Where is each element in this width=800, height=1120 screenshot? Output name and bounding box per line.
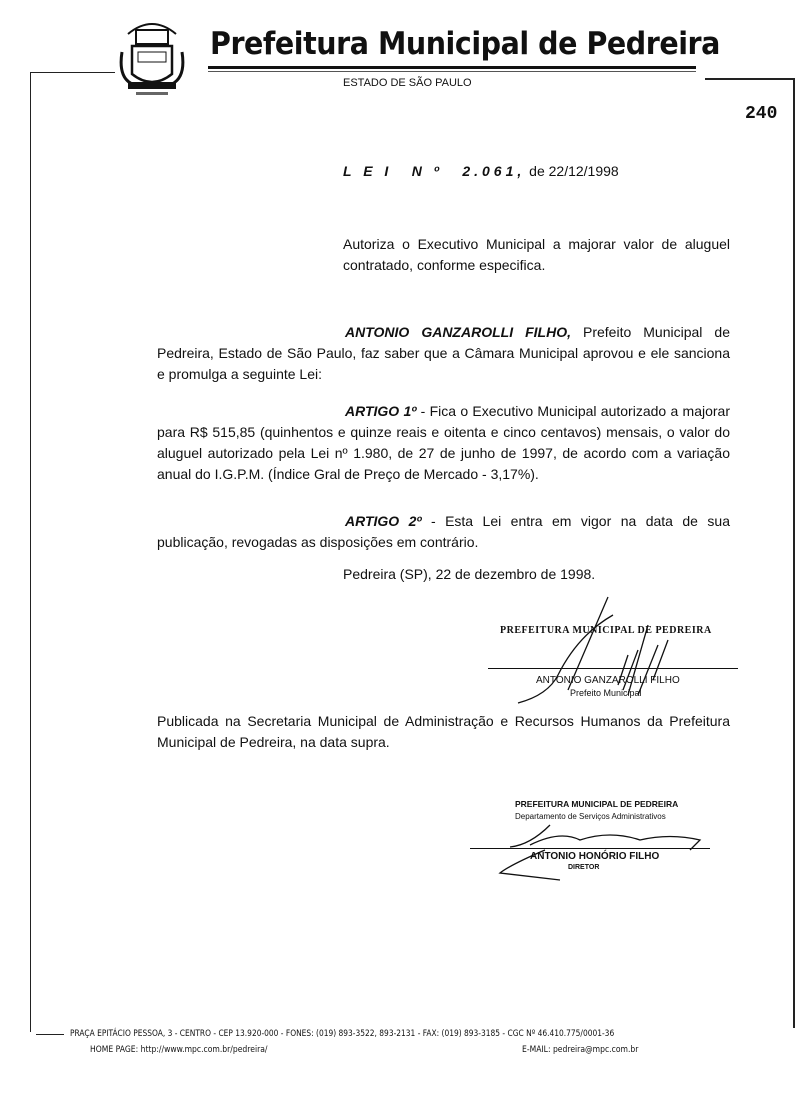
article-1 (157, 401, 730, 485)
article-label: ARTIGO 2º (345, 513, 422, 529)
frame-line (30, 72, 115, 73)
law-label: L E I (343, 163, 393, 179)
preamble-text: Prefeito Municipal de Pedreira, Estado de São Paulo, faz saber que a Câmara Municipal aprovou e ele sanciona e promulga a seguinte Lei: (157, 324, 730, 382)
coat-of-arms-logo (118, 12, 186, 102)
number-label: N º (411, 163, 443, 179)
handwritten-signature (470, 795, 720, 885)
footer-homepage: HOME PAGE: http://www.mpc.com.br/pedreira/ (90, 1045, 268, 1055)
article-text: - Esta Lei entra em vigor na data de sua publicação, revogadas as disposições em contrário. (157, 513, 730, 550)
frame-line (793, 78, 795, 1028)
signature-stamp: PREFEITURA MUNICIPAL DE PEDREIRA (515, 799, 679, 809)
frame-line (30, 72, 31, 1032)
article-2 (157, 511, 730, 553)
mayor-name: ANTONIO GANZAROLLI FILHO, (345, 324, 571, 340)
title-underline (208, 71, 696, 72)
municipality-title: Prefeitura Municipal de Pedreira (210, 26, 720, 62)
footer-address: PRAÇA EPITÁCIO PESSOA, 3 - CENTRO - CEP 13.920-000 - FONES: (019) 893-3522, 893-2131 - FAX: (019) 893-3185 - CGC Nº 46.410.775/0001-36 (70, 1029, 615, 1039)
director-signature-block (470, 795, 720, 885)
place-date: Pedreira (SP), 22 de dezembro de 1998. (343, 566, 596, 582)
law-summary: Autoriza o Executivo Municipal a majorar valor de aluguel contratado, conforme especifica. (343, 236, 730, 273)
frame-line (705, 78, 793, 80)
signer-name: ANTONIO GANZAROLLI FILHO (536, 675, 680, 686)
handwritten-signature (488, 595, 738, 705)
signer-name: ANTONIO HONÓRIO FILHO (530, 851, 660, 862)
publication-note: Publicada na Secretaria Municipal de Administração e Recursos Humanos da Prefeitura Municipal de Pedreira, na data supra. (157, 713, 730, 750)
footer-rule (36, 1034, 64, 1035)
law-heading (343, 163, 619, 179)
signer-role: DIRETOR (568, 864, 600, 871)
department: Departamento de Serviços Administrativos (515, 812, 666, 821)
article-text: - Fica o Executivo Municipal autorizado a majorar para R$ 515,85 (quinhentos e quinze reais e oitenta e cinco centavos) mensais, o valor do aluguel autorizado pela Lei nº 1.980, de 27 de junho de 1997, de acordo com a variação anual do I.G.P.M. (Índice Gral de Preço de Mercado - 3,17%). (157, 403, 730, 482)
signature-stamp: PREFEITURA MUNICIPAL DE PEDREIRA (500, 625, 712, 636)
law-number: 2.061, (462, 163, 526, 179)
title-underline (208, 66, 696, 69)
footer-email: E-MAIL: pedreira@mpc.com.br (522, 1045, 639, 1055)
mayor-signature-block (488, 595, 738, 705)
article-label: ARTIGO 1º (345, 403, 417, 419)
preamble (157, 322, 730, 385)
page-number: 240 (745, 104, 778, 124)
law-date: de 22/12/1998 (525, 163, 619, 179)
signer-role: Prefeito Municipal (570, 688, 642, 698)
state-subtitle: ESTADO DE SÃO PAULO (343, 77, 472, 89)
